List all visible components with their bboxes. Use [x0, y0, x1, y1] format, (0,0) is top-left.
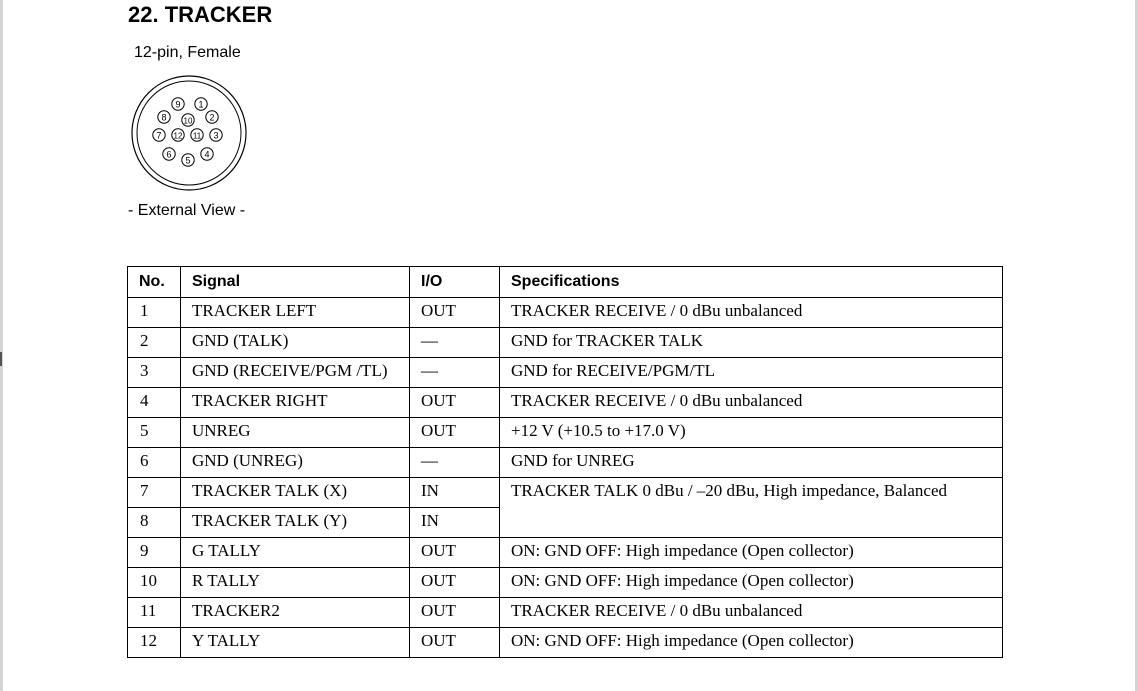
connector-inner-ring — [137, 81, 241, 185]
cell-no: 4 — [128, 388, 181, 418]
table-row — [128, 358, 1003, 388]
connector-pin-label: 8 — [161, 112, 167, 123]
cell-spec: GND for UNREG — [500, 448, 1003, 478]
cell-io: OUT — [410, 388, 500, 418]
cell-spec: TRACKER RECEIVE / 0 dBu unbalanced — [500, 598, 1003, 628]
cell-io: IN — [410, 508, 500, 538]
cell-signal: G TALLY — [181, 538, 410, 568]
cell-io: OUT — [410, 298, 500, 328]
cell-no: 1 — [128, 298, 181, 328]
table-row — [128, 478, 1003, 508]
connector-pin-2 — [206, 111, 218, 123]
cell-signal: TRACKER2 — [181, 598, 410, 628]
connector-pin-label: 9 — [175, 99, 181, 110]
header-spec: Specifications — [500, 267, 1003, 298]
cell-spec: ON: GND OFF: High impedance (Open collector) — [500, 568, 1003, 598]
pin-assignment-table — [127, 266, 1003, 658]
cell-spec: TRACKER RECEIVE / 0 dBu unbalanced — [500, 298, 1003, 328]
cell-signal: Y TALLY — [181, 628, 410, 658]
connector-pin-label: 10 — [183, 116, 193, 126]
cell-signal: GND (UNREG) — [181, 448, 410, 478]
view-caption: - External View - — [128, 202, 246, 219]
table-row — [128, 568, 1003, 598]
cell-signal: GND (TALK) — [181, 328, 410, 358]
connector-pin-11 — [191, 129, 203, 141]
connector-pin-3 — [210, 129, 222, 141]
cell-io: OUT — [410, 568, 500, 598]
connector-pin-12 — [172, 129, 184, 141]
connector-pin-5 — [182, 154, 194, 166]
connector-pin-1 — [195, 98, 207, 110]
cell-spec: ON: GND OFF: High impedance (Open collector) — [500, 628, 1003, 658]
cell-no: 7 — [128, 478, 181, 508]
cell-no: 8 — [128, 508, 181, 538]
header-signal: Signal — [181, 267, 410, 298]
table-row — [128, 328, 1003, 358]
cell-io: — — [410, 448, 500, 478]
connector-pin-7 — [153, 129, 165, 141]
header-no: No. — [128, 267, 181, 298]
table-row — [128, 298, 1003, 328]
cell-spec: GND for TRACKER TALK — [500, 328, 1003, 358]
cell-no: 10 — [128, 568, 181, 598]
cell-spec: TRACKER RECEIVE / 0 dBu unbalanced — [500, 388, 1003, 418]
connector-diagram — [130, 74, 248, 192]
cell-no: 3 — [128, 358, 181, 388]
connector-pin-label: 7 — [156, 130, 162, 141]
table-row — [128, 598, 1003, 628]
table-row — [128, 418, 1003, 448]
page-edge-left — [0, 0, 3, 691]
connector-pin-10 — [182, 114, 194, 126]
cell-io: IN — [410, 478, 500, 508]
connector-pin-9 — [172, 98, 184, 110]
connector-pin-6 — [163, 148, 175, 160]
cell-signal: TRACKER TALK (X) — [181, 478, 410, 508]
cell-spec: ON: GND OFF: High impedance (Open collector) — [500, 538, 1003, 568]
cell-io: OUT — [410, 538, 500, 568]
section-heading: 22. TRACKER — [128, 2, 273, 27]
cell-signal: TRACKER TALK (Y) — [181, 508, 410, 538]
connector-pin-8 — [158, 111, 170, 123]
cell-signal: UNREG — [181, 418, 410, 448]
header-io: I/O — [410, 267, 500, 298]
cell-signal: R TALLY — [181, 568, 410, 598]
cell-no: 2 — [128, 328, 181, 358]
cell-spec: TRACKER TALK 0 dBu / –20 dBu, High impedance, Balanced — [500, 478, 1003, 538]
cell-no: 6 — [128, 448, 181, 478]
connector-pin-label: 5 — [185, 155, 191, 166]
table-row — [128, 628, 1003, 658]
connector-pin-label: 4 — [204, 149, 210, 160]
cell-signal: GND (RECEIVE/PGM /TL) — [181, 358, 410, 388]
table-row — [128, 538, 1003, 568]
cell-io: OUT — [410, 418, 500, 448]
connector-pin-label: 11 — [192, 131, 202, 141]
table-header-row — [128, 267, 1003, 298]
connector-pin-label: 2 — [209, 112, 215, 123]
cell-signal: TRACKER RIGHT — [181, 388, 410, 418]
cell-no: 12 — [128, 628, 181, 658]
cell-io: OUT — [410, 628, 500, 658]
connector-type: 12-pin, Female — [134, 44, 241, 61]
connector-pin-4 — [201, 148, 213, 160]
connector-pin-label: 12 — [173, 131, 183, 141]
cell-no: 11 — [128, 598, 181, 628]
table-row — [128, 388, 1003, 418]
cell-spec: +12 V (+10.5 to +17.0 V) — [500, 418, 1003, 448]
cell-io: OUT — [410, 598, 500, 628]
cell-no: 9 — [128, 538, 181, 568]
connector-outer-ring — [132, 76, 246, 190]
cell-spec: GND for RECEIVE/PGM/TL — [500, 358, 1003, 388]
cell-no: 5 — [128, 418, 181, 448]
table-row — [128, 448, 1003, 478]
connector-pin-label: 1 — [198, 99, 204, 110]
scroll-marker — [0, 352, 2, 366]
cell-io: — — [410, 328, 500, 358]
connector-pin-label: 6 — [166, 149, 172, 160]
cell-io: — — [410, 358, 500, 388]
cell-signal: TRACKER LEFT — [181, 298, 410, 328]
connector-pin-label: 3 — [213, 130, 219, 141]
